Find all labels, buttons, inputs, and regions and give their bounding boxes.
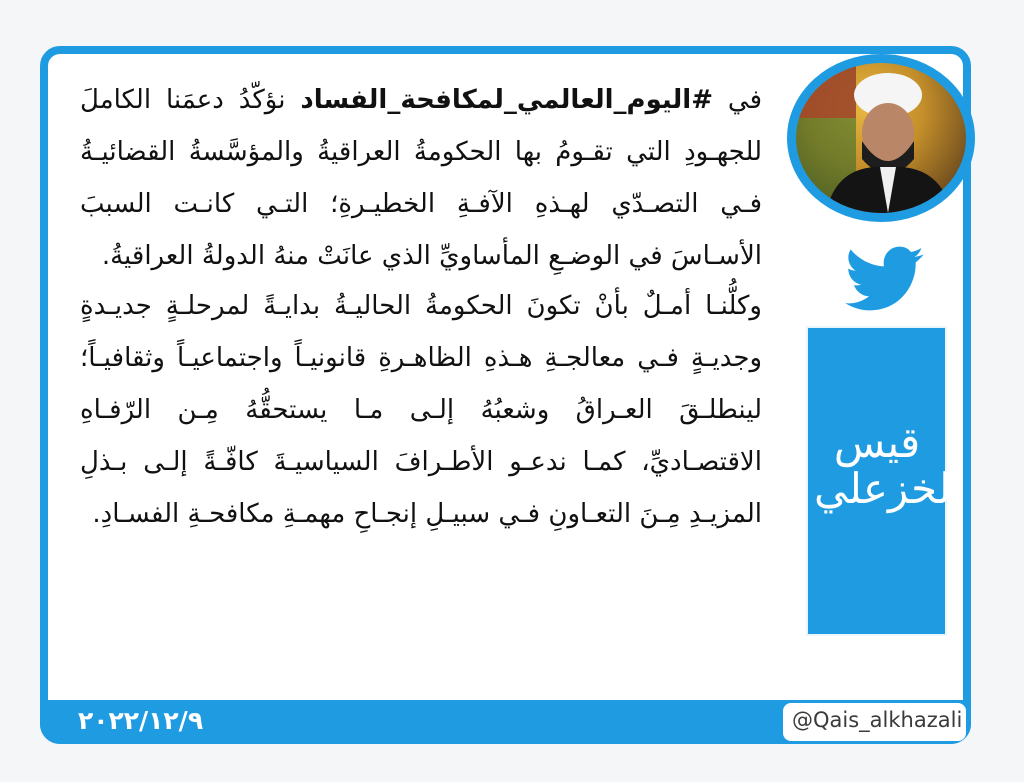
post-date: ٢٠٢٢/١٢/٩: [78, 706, 204, 735]
signature-calligraphy: قيس الخزعلي: [814, 418, 963, 514]
paragraph-1-text: نؤكّدُ دعمَنا الكاملَ للجهـودِ التي تقـومُ بها الحكومةُ العراقيةُ والمؤسَّسةُ القضائيـةُ فـي التصـدّي لهـذهِ الآفـةِ الخطيـرةِ؛ التـي كانـت السببَ الأسـاسَ في الوضـعِ المأساويِّ الذي عانَتْ منهُ الدولةُ العراقيةُ.: [80, 85, 762, 271]
paragraph-2: وكلُّنـا أمـلٌ بأنْ تكونَ الحكومةُ الحاليـةُ بدايـةً لمرحلـةٍ جديـدةٍ وجديـةٍ فـي معالجـةِ هـذهِ الظاهـرةِ قانونيـاً واجتماعيـاً وثقافيـاً؛ لينطلـقَ العـراقُ وشعبُهُ إلـى مـا يستحقُّهُ مِـن الرّفـاهِ الاقتصـاديِّ، كمـا ندعـو الأطـرافَ السياسيـةَ كافّـةً إلـى بـذلِ المزيـدِ مِـنَ التعـاونِ فـي سبيـلِ إنجـاحِ مهمـةِ مكافحـةِ الفسـادِ.: [80, 291, 762, 529]
twitter-icon: [845, 245, 925, 315]
profile-photo-icon: [796, 63, 966, 213]
intro-prefix: في: [712, 85, 762, 115]
post-body: [80, 74, 762, 540]
paragraph-1: [80, 74, 762, 282]
twitter-handle[interactable]: @Qais_alkhazali: [792, 708, 963, 732]
avatar[interactable]: [796, 63, 966, 213]
hashtag-link[interactable]: #اليوم_العالمي_لمكافحة_الفساد: [300, 85, 713, 115]
